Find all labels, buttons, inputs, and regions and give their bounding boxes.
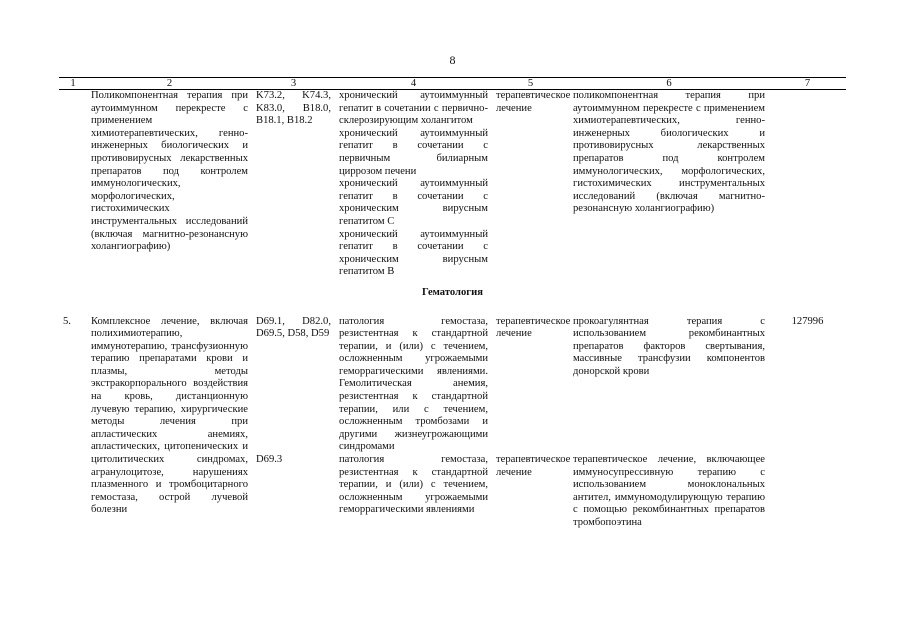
table-row: [59, 316, 846, 455]
treatment-kind: терапевтическое лечение: [496, 90, 571, 114]
col-5-header: 5: [492, 78, 569, 90]
col-2-header: 2: [87, 78, 252, 90]
row-number: [59, 90, 87, 279]
treatment-method: поликомпонентная терапия при аутоиммунном перекресте с применением химиотерапевтических, генно-инженерных биологических и противовирусных лекарственных препаратов под контролем иммунологических, морфологических, гистохимических инструментальных исследований (включая магнитно-резонансную холангиографию): [573, 90, 765, 215]
col-3-header: 3: [252, 78, 335, 90]
cost: 127996: [791, 315, 824, 327]
treatment-kind: терапевтическое лечение: [496, 454, 571, 478]
patient-model: [335, 90, 492, 279]
model-item: хронический аутоиммунный гепатит в сочетании с первично-склерозирующим холангитом: [339, 90, 488, 127]
row-number: 5.: [63, 315, 71, 327]
treatment-kind: терапевтическое лечение: [496, 315, 571, 340]
col-1-header: 1: [59, 78, 87, 90]
model-item: хронический аутоиммунный гепатит в сочетании с хроническим вирусным гепатитом C: [339, 178, 488, 227]
table-row: [59, 90, 846, 279]
section-title: Гематология: [422, 286, 483, 298]
model-item: хронический аутоиммунный гепатит в сочетании с хроническим вирусным гепатитом B: [339, 228, 488, 278]
cost: [769, 90, 846, 279]
icd-codes: K73.2, K74.3, K83.0, B18.0, B18.1, B18.2: [256, 90, 331, 127]
col-4-header: 4: [335, 78, 492, 90]
treatment-method: терапевтическое лечение, включающее иммуносупрессивную терапию с использованием моноклональных антител, иммуномодулирующую терапию с помощью рекомбинантных препаратов тромбопоэтина: [573, 454, 765, 528]
icd-codes: D69.3: [256, 454, 283, 466]
page-number: 8: [449, 53, 456, 67]
patient-model: патология гемостаза, резистентная к стандартной терапии, и (или) с течением, осложненным угрожаемыми геморрагическими явлениями. Гемолитическая анемия, резистентная к стандартной терапии, или с течением, осложненным тромбозами и другими жизнеугрожающими синдромами: [339, 315, 488, 453]
medical-care-table: [59, 77, 846, 530]
col-7-header: 7: [769, 78, 846, 90]
section-row: [59, 279, 846, 316]
column-number-row: [59, 78, 846, 90]
treatment-name: Поликомпонентная терапия при аутоиммунном перекресте с применением химиотерапевтических, генно-инженерных биологических и противовирусных лекарственных препаратов под контролем иммунологических, морфологических, гистохимических инструментальных исследований (включая магнитно-резонансную холангиографию): [91, 90, 248, 253]
col-6-header: 6: [569, 78, 769, 90]
treatment-method: прокоагулянтная терапия с использованием рекомбинантных препаратов факторов свертывания, массивные трансфузии компонентов донорской крови: [573, 315, 765, 377]
patient-model: патология гемостаза, резистентная к стандартной терапии, и (или) с течением, осложненным угрожаемыми геморрагическими явлениями: [339, 454, 488, 516]
icd-codes: D69.1, D82.0, D69.5, D58, D59: [256, 315, 331, 340]
treatment-name: Комплексное лечение, включая полихимиотерапию, иммунотерапию, трансфузионную терапию препаратами крови и плазмы, методы экстракорпорального воздействия на кровь, дистанционную лучевую терапию, хирургические методы лечения при апластических анемиях, апластических, цитопенических и цитолитических синдромах, агранулоцитозе, нарушениях плазменного и тромбоцитарного гемостаза, острой лучевой болезни: [91, 315, 248, 516]
model-item: хронический аутоиммунный гепатит в сочетании с первичным билиарным циррозом печени: [339, 127, 488, 177]
